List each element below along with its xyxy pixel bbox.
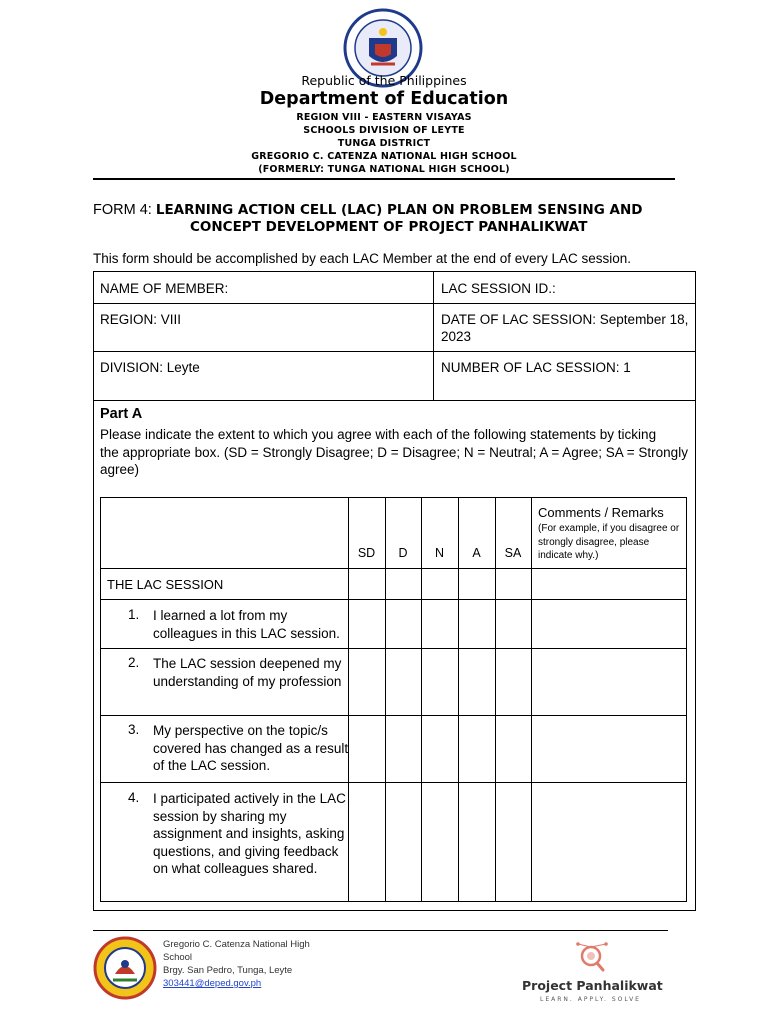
department-heading: Department of Education (259, 89, 509, 109)
info-row-divider (93, 303, 696, 304)
part-a-instructions (100, 426, 690, 479)
number-of-session-field[interactable]: NUMBER OF LAC SESSION: 1 (441, 360, 631, 375)
school-heading: GREGORIO C. CATENZA NATIONAL HIGH SCHOOL (251, 151, 517, 162)
info-column-divider (433, 271, 434, 401)
row-divider (100, 599, 687, 600)
form-title (93, 202, 693, 235)
district-heading: TUNGA DISTRICT (337, 138, 431, 149)
region-heading: REGION VIII - EASTERN VISAYAS (296, 112, 472, 123)
footer-school-name: Gregorio C. Catenza National High School (163, 939, 310, 963)
col-header-d: D (398, 546, 408, 560)
division-field[interactable]: DIVISION: Leyte (100, 360, 200, 375)
statement-number: 4. (128, 790, 140, 805)
name-of-member-field[interactable]: NAME OF MEMBER: (100, 281, 229, 296)
header-divider (93, 178, 675, 180)
project-name: Project Panhalikwat (522, 978, 663, 993)
col-header-n: N (434, 546, 445, 560)
form-number: FORM 4: (93, 202, 156, 218)
col-header-sd: SD (357, 546, 376, 560)
footer-address: Brgy. San Pedro, Tunga, Leyte (163, 965, 293, 976)
statement-text: The LAC session deepened my understanding of my profession (153, 656, 342, 689)
statement-number: 1. (128, 607, 140, 622)
part-a-instruction-line2: the appropriate box. (SD = Strongly Disagree; D = Disagree; N = Neutral; A = Agree; SA = Strongly agree) (100, 444, 688, 477)
statement-text: I learned a lot from my colleagues in this LAC session. (153, 608, 340, 641)
project-tagline: LEARN. APPLY. SOLVE (540, 996, 641, 1003)
date-of-session-field[interactable]: DATE OF LAC SESSION: September 18, 2023 (441, 312, 689, 344)
school-seal-icon (93, 936, 157, 1000)
form-title-line2: CONCEPT DEVELOPMENT OF PROJECT PANHALIKWAT (190, 218, 588, 235)
comments-header: Comments / Remarks (538, 505, 664, 520)
part-a-instruction-line1: Please indicate the extent to which you agree with each of the following statements by ticking (100, 427, 657, 442)
former-school-name: (FORMERLY: TUNGA NATIONAL HIGH SCHOOL) (258, 164, 510, 175)
col-header-sa: SA (504, 546, 522, 560)
form-instruction: This form should be accomplished by each LAC Member at the end of every LAC session. (93, 251, 632, 266)
republic-heading: Republic of the Philippines (301, 73, 467, 88)
part-a-heading: Part A (100, 406, 143, 422)
section-label: THE LAC SESSION (107, 577, 224, 592)
info-row-divider (93, 400, 696, 401)
statement-text: My perspective on the topic/s covered has changed as a result of the LAC session. (153, 723, 349, 773)
project-panhalikwat-logo-icon (570, 938, 614, 978)
column-divider (531, 497, 532, 902)
statement-number: 2. (128, 655, 140, 670)
region-field[interactable]: REGION: VIII (100, 312, 182, 327)
form-title-line1: LEARNING ACTION CELL (LAC) PLAN ON PROBLEM SENSING AND (155, 202, 643, 218)
row-divider (100, 715, 687, 716)
statement-number: 3. (128, 722, 140, 737)
col-header-a: A (472, 546, 481, 560)
row-divider (100, 648, 687, 649)
info-row-divider (93, 351, 696, 352)
row-divider (100, 568, 687, 569)
statement-text: I participated actively in the LAC session by sharing my assignment and insights, asking questions, and giving feedback on what colleagues shared. (153, 791, 346, 876)
row-divider (100, 782, 687, 783)
lac-session-id-field[interactable]: LAC SESSION ID.: (441, 281, 556, 296)
comments-note: (For example, if you disagree or strongly disagree, please indicate why.) (538, 523, 680, 561)
footer-divider (93, 930, 668, 931)
division-heading: SCHOOLS DIVISION OF LEYTE (303, 125, 465, 136)
footer-email-link[interactable]: 303441@deped.gov.ph (163, 978, 262, 989)
